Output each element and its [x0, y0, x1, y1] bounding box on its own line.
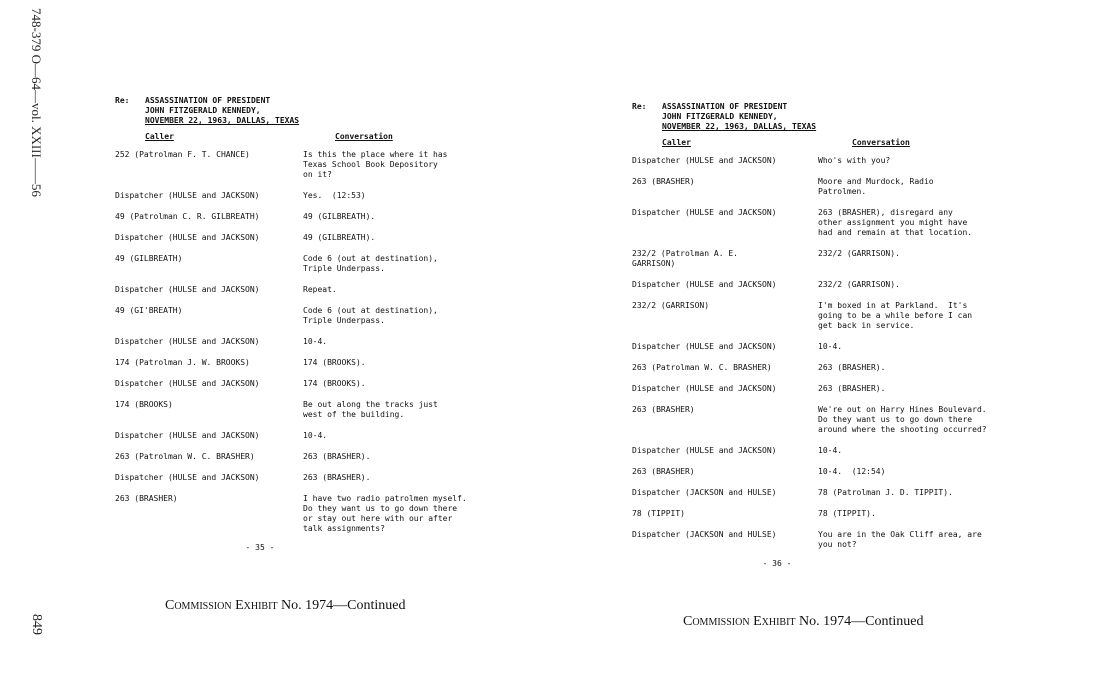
transcript-row — [632, 467, 1032, 477]
caller: 252 (Patrolman F. T. CHANCE) — [115, 150, 250, 159]
caller: 232/2 (GARRISON) — [632, 301, 710, 310]
transcript-row — [632, 530, 1032, 550]
caller: Dispatcher (HULSE and JACKSON) — [115, 473, 260, 482]
caller: 49 (GILBREATH) — [115, 254, 183, 263]
exhibit-caption — [683, 614, 923, 630]
caller: 263 (BRASHER) — [632, 467, 695, 476]
caller: 232/2 (Patrolman A. E. GARRISON) — [632, 249, 738, 268]
caller: 263 (BRASHER) — [632, 177, 695, 186]
transcript-row — [632, 301, 1032, 331]
page-number: - 35 - — [245, 543, 275, 552]
transcript-row — [632, 280, 1032, 290]
transcript-row — [632, 208, 1032, 238]
transcript-row — [115, 358, 510, 368]
transcript-row — [632, 342, 1032, 352]
caller: 49 (Patrolman C. R. GILBREATH) — [115, 212, 260, 221]
re-subject — [145, 96, 510, 126]
right-page — [632, 102, 1032, 569]
conversation-text: 10-4. — [818, 446, 843, 455]
margin-volume-note: 748-379 O—64—vol. XXIII——56 — [29, 8, 44, 197]
transcript — [632, 156, 1032, 550]
conversation-text: 232/2 (GARRISON). — [818, 280, 900, 289]
caller: Dispatcher (HULSE and JACKSON) — [115, 191, 260, 200]
conversation-text: Code 6 (out at destination), Triple Underpass. — [303, 306, 438, 325]
caller: 263 (BRASHER) — [115, 494, 178, 503]
transcript-row — [115, 452, 510, 462]
caller: Dispatcher (HULSE and JACKSON) — [632, 342, 777, 351]
conversation-text: I'm boxed in at Parkland. It's going to be a while before I can get back in service. — [818, 301, 973, 330]
re-label: Re: — [115, 96, 130, 105]
conversation-text: You are in the Oak Cliff area, are you not? — [818, 530, 982, 549]
transcript-row — [632, 446, 1032, 456]
caller: Dispatcher (HULSE and JACKSON) — [115, 285, 260, 294]
conversation-text: 232/2 (GARRISON). — [818, 249, 900, 258]
transcript-row — [115, 379, 510, 389]
caller: Dispatcher (HULSE and JACKSON) — [632, 208, 777, 217]
conversation-text: We're out on Harry Hines Boulevard. Do they want us to go down there around where the shooting occurred? — [818, 405, 987, 434]
re-line: ASSASSINATION OF PRESIDENT — [662, 102, 788, 111]
conversation-text: 10-4. — [303, 431, 328, 440]
conversation-text: 263 (BRASHER), disregard any other assignment you might have had and remain at that location. — [818, 208, 973, 237]
left-page — [115, 96, 510, 553]
transcript-row — [115, 191, 510, 201]
exhibit-prefix: Commission Exhibit — [165, 598, 278, 613]
conversation-header: Conversation — [335, 132, 393, 141]
transcript-row — [632, 384, 1032, 394]
column-headers — [632, 138, 1032, 148]
column-headers — [115, 132, 510, 142]
conversation-text: 49 (GILBREATH). — [303, 233, 376, 242]
conversation-text: 174 (BROOKS). — [303, 358, 366, 367]
re-line: ASSASSINATION OF PRESIDENT — [145, 96, 271, 105]
caller-header: Caller — [145, 132, 174, 141]
transcript-row — [115, 337, 510, 347]
re-block — [632, 102, 1032, 132]
caller: 174 (BROOKS) — [115, 400, 173, 409]
caller-header: Caller — [662, 138, 691, 147]
caller: Dispatcher (HULSE and JACKSON) — [115, 337, 260, 346]
conversation-text: 263 (BRASHER). — [303, 473, 371, 482]
conversation-text: 78 (TIPPIT). — [818, 509, 876, 518]
caller: Dispatcher (HULSE and JACKSON) — [632, 446, 777, 455]
conversation-text: Is this the place where it has Texas School Book Depository on it? — [303, 150, 448, 179]
caller: Dispatcher (HULSE and JACKSON) — [115, 379, 260, 388]
transcript-row — [115, 212, 510, 222]
conversation-text: 49 (GILBREATH). — [303, 212, 376, 221]
margin-page-number: 849 — [29, 614, 44, 635]
re-label: Re: — [632, 102, 647, 111]
conversation-text: 263 (BRASHER). — [818, 363, 886, 372]
transcript-row — [115, 494, 510, 534]
exhibit-caption — [165, 598, 405, 614]
caller: Dispatcher (HULSE and JACKSON) — [632, 156, 777, 165]
caller: 49 (GI'BREATH) — [115, 306, 183, 315]
transcript-row — [632, 509, 1032, 519]
transcript-row — [115, 431, 510, 441]
re-block — [115, 96, 510, 126]
conversation-text: Code 6 (out at destination), Triple Underpass. — [303, 254, 438, 273]
transcript-row — [115, 306, 510, 326]
conversation-text: I have two radio patrolmen myself. Do they want us to go down there or stay out here with our after talk assignments? — [303, 494, 467, 533]
transcript-row — [115, 473, 510, 483]
conversation-text: 263 (BRASHER). — [818, 384, 886, 393]
exhibit-prefix: Commission Exhibit — [683, 614, 796, 629]
re-line: NOVEMBER 22, 1963, DALLAS, TEXAS — [662, 122, 817, 131]
caller: 263 (BRASHER) — [632, 405, 695, 414]
conversation-text: Repeat. — [303, 285, 337, 294]
transcript-row — [632, 156, 1032, 166]
conversation-text: 10-4. (12:54) — [818, 467, 886, 476]
conversation-text: 263 (BRASHER). — [303, 452, 371, 461]
caller: 174 (Patrolman J. W. BROOKS) — [115, 358, 250, 367]
transcript-row — [115, 285, 510, 295]
transcript-row — [632, 177, 1032, 197]
conversation-text: 10-4. — [303, 337, 328, 346]
caller: Dispatcher (HULSE and JACKSON) — [115, 233, 260, 242]
caller: 263 (Patrolman W. C. BRASHER) — [632, 363, 772, 372]
exhibit-suffix: No. 1974—Continued — [799, 614, 924, 629]
transcript-row — [115, 254, 510, 274]
conversation-text: Be out along the tracks just west of the building. — [303, 400, 438, 419]
caller: Dispatcher (HULSE and JACKSON) — [632, 280, 777, 289]
transcript-row — [632, 488, 1032, 498]
transcript-row — [632, 249, 1032, 269]
re-line: JOHN FITZGERALD KENNEDY, — [145, 106, 261, 115]
transcript-row — [632, 405, 1032, 435]
transcript-row — [115, 150, 510, 180]
caller: Dispatcher (JACKSON and HULSE) — [632, 530, 777, 539]
page-number: - 36 - — [762, 559, 792, 568]
re-line: JOHN FITZGERALD KENNEDY, — [662, 112, 778, 121]
re-line: NOVEMBER 22, 1963, DALLAS, TEXAS — [145, 116, 300, 125]
transcript-row — [115, 400, 510, 420]
caller: 263 (Patrolman W. C. BRASHER) — [115, 452, 255, 461]
conversation-header: Conversation — [852, 138, 910, 147]
caller: Dispatcher (HULSE and JACKSON) — [115, 431, 260, 440]
conversation-text: Who's with you? — [818, 156, 891, 165]
re-subject — [662, 102, 1032, 132]
conversation-text: 174 (BROOKS). — [303, 379, 366, 388]
transcript — [115, 150, 510, 534]
transcript-row — [115, 233, 510, 243]
caller: Dispatcher (JACKSON and HULSE) — [632, 488, 777, 497]
transcript-row — [632, 363, 1032, 373]
exhibit-suffix: No. 1974—Continued — [281, 598, 406, 613]
caller: 78 (TIPPIT) — [632, 509, 685, 518]
caller: Dispatcher (HULSE and JACKSON) — [632, 384, 777, 393]
conversation-text: Yes. (12:53) — [303, 191, 366, 200]
conversation-text: 78 (Patrolman J. D. TIPPIT). — [818, 488, 953, 497]
conversation-text: 10-4. — [818, 342, 843, 351]
conversation-text: Moore and Murdock, Radio Patrolmen. — [818, 177, 934, 196]
